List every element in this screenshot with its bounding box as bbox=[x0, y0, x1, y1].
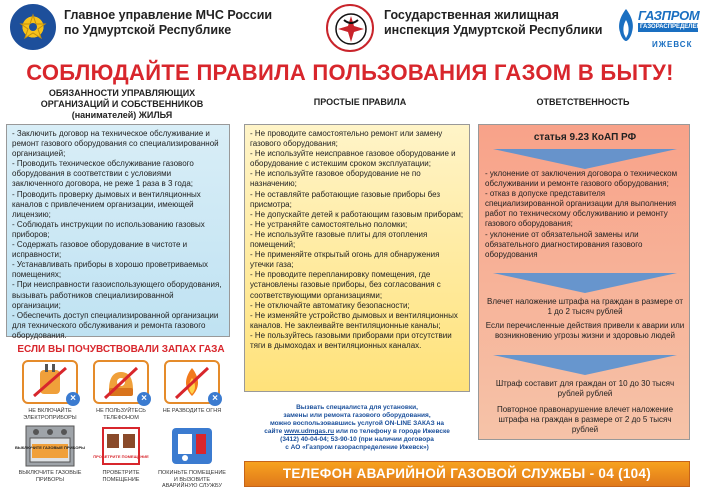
gas-stove-icon bbox=[14, 422, 86, 462]
duty-item: - Содержать газовое оборудование в чистоте и исправности; bbox=[12, 240, 188, 260]
duty-item: - Проводить техническое обслуживание газового оборудования в соответствии с условиями заключенного договора, не реже 1 раза в 3 года; bbox=[12, 159, 194, 189]
gas-smell-heading: ЕСЛИ ВЫ ПОЧУВСТВОВАЛИ ЗАПАХ ГАЗА bbox=[17, 344, 225, 355]
rule-item: - Не проводите перепланировку помещения, где установлены газовые приборы, без согласования с соответствующими организациями; bbox=[250, 270, 441, 300]
prohibited-icon: × bbox=[66, 392, 80, 406]
arrow-down-icon bbox=[493, 149, 677, 169]
icon-label: НЕ ПОЛЬЗУЙТЕСЬ ТЕЛЕФОНОМ bbox=[96, 408, 146, 421]
rule-item: - Не проводите самостоятельно ремонт или замену газового оборудования; bbox=[250, 129, 443, 149]
duty-item: - Проводить проверку дымовых и вентиляционных каналов с привлечением организации, имеющей лицензию; bbox=[12, 189, 201, 219]
gazprom-sub: ГАЗОРАСПРЕДЕЛЕНИЕ bbox=[640, 24, 709, 30]
koap-article: статья 9.23 КоАП РФ bbox=[533, 132, 637, 143]
responsibility-item: - уклонение от заключения договора о техническом обслуживании и ремонте газового оборудования; bbox=[485, 169, 678, 189]
rule-item: - Не используйте газовое оборудование не по назначению; bbox=[250, 169, 421, 189]
stove-label-line1: ВЫКЛЮЧИТЕ ГАЗОВЫЕ ПРИБОРЫ bbox=[14, 445, 86, 450]
housing-inspection-name: Государственная жилищная инспекция Удмуртской Республики bbox=[384, 8, 603, 37]
udmurtia-emblem-icon bbox=[326, 4, 374, 52]
arrow-down-icon bbox=[493, 355, 677, 375]
gazprom-logo bbox=[612, 2, 709, 54]
call-specialist-text: Вызвать специалиста для установки, замены или ремонта газового оборудования, можно воспользовавшись услугой ON-LINE ЗАКАЗ на сайте www.udmgas.ru или по телефону в городе Ижевске (3412) 40-04-04; 53-90-10 (при наличии договора с АО «Газпром газораспределение Ижевск») bbox=[264, 404, 450, 451]
gazprom-name: ГАЗПРОМ bbox=[638, 8, 700, 23]
icon-label: НЕ ВКЛЮЧАЙТЕ ЭЛЕКТРОПРИБОРЫ bbox=[23, 408, 77, 421]
responsibility-heading: ОТВЕТСТВЕННОСТЬ bbox=[536, 97, 630, 107]
call-emergency-icon bbox=[164, 422, 220, 462]
fine-text: Влечет наложение штрафа на граждан в размере от 1 до 2 тысяч рублей bbox=[487, 297, 683, 317]
rule-item: - Не устраняйте самостоятельно поломки; bbox=[250, 219, 408, 229]
page-title: СОБЛЮДАЙТЕ ПРАВИЛА ПОЛЬЗОВАНИЯ ГАЗОМ В БЫТУ! bbox=[26, 60, 674, 85]
prohibited-icon: × bbox=[137, 392, 151, 406]
duties-box bbox=[6, 124, 230, 340]
duty-item: - При неисправности газоиспользующего оборудования, вызывать работников специализированной организации; bbox=[12, 280, 222, 310]
emergency-phone-banner: ТЕЛЕФОН АВАРИЙНОЙ ГАЗОВОЙ СЛУЖБЫ - 04 (104) bbox=[244, 461, 690, 487]
header bbox=[0, 0, 709, 56]
rule-item: - Не применяйте открытый огонь для обнаружения утечки газа; bbox=[250, 250, 440, 270]
responsibility-item: - уклонение от обязательной замены или обязательного диагностирования газового оборудования bbox=[485, 229, 643, 259]
repeat-fine-text: Повторное правонарушение влечет наложение штрафа на граждан в размере от 2 до 5 тысяч рублей bbox=[496, 405, 674, 435]
fine-text: Штраф составит для граждан от 10 до 30 тысяч рублей рублей bbox=[495, 379, 675, 399]
prohibited-icon: × bbox=[208, 392, 222, 406]
rule-item: - Не изменяйте устройство дымовых и вентиляционных каналов. Не заклеивайте вентиляционные каналы; bbox=[250, 310, 458, 330]
ventilate-icon bbox=[93, 422, 149, 462]
rule-item: - Не используйте газовые плиты для отопления помещений; bbox=[250, 229, 428, 250]
rule-item: - Не используйте неисправное газовое оборудование и оборудование с истекшим сроком эксплуатации; bbox=[250, 149, 456, 169]
gazprom-flame-icon bbox=[616, 8, 636, 42]
rule-item: - Не пользуйтесь газовыми приборами при отсутствии тяги в дымоходах и вентиляционных каналах. bbox=[250, 330, 452, 350]
duty-item: - Устанавливать приборы в хорошо проветриваемых помещениях; bbox=[12, 260, 209, 280]
icon-label: НЕ РАЗВОДИТЕ ОГНЯ bbox=[162, 408, 222, 414]
udmgas-link[interactable]: www.udmgas.ru bbox=[284, 428, 335, 435]
duties-heading: ОБЯЗАННОСТИ УПРАВЛЯЮЩИХ ОРГАНИЗАЦИЙ И СОБСТВЕННИКОВ (нанимателей) ЖИЛЬЯ bbox=[40, 88, 204, 120]
rules-heading: ПРОСТЫЕ ПРАВИЛА bbox=[313, 97, 407, 107]
rule-item: - Не допускайте детей к работающим газовым приборам; bbox=[250, 209, 464, 219]
mchs-emblem-icon bbox=[10, 4, 56, 50]
duty-item: - Соблюдать инструкции по использованию газовых приборов; bbox=[12, 219, 205, 239]
no-fire-icon bbox=[164, 360, 220, 404]
responsibility-items bbox=[485, 169, 685, 260]
duty-item: - Заключить договор на техническое обслуживание и ремонт газового оборудования со специализированной организацией; bbox=[12, 129, 219, 159]
responsibility-box bbox=[478, 124, 690, 440]
no-phone-icon bbox=[93, 360, 149, 404]
gazprom-city: ИЖЕВСК bbox=[652, 40, 693, 49]
rule-item: - Не отключайте автоматику безопасности; bbox=[250, 300, 410, 310]
icon-label: ПРОВЕТРИТЕ ПОМЕЩЕНИЕ bbox=[102, 470, 140, 483]
icon-label: ВЫКЛЮЧИТЕ ГАЗОВЫЕ ПРИБОРЫ bbox=[18, 470, 82, 483]
duty-item: - Обеспечить доступ специализированной организации для технического обслуживания и ремонта газового оборудования. bbox=[12, 310, 219, 340]
rule-item: - Не оставляйте работающие газовые приборы без присмотра; bbox=[250, 189, 441, 209]
arrow-down-icon bbox=[493, 273, 677, 293]
fine-condition-text: Если перечисленные действия привели к аварии или возникновению угрозы жизни и здоровью людей bbox=[485, 321, 685, 341]
responsibility-item: - отказ в допуске представителя специализированной организации для выполнения работ по техническому обслуживанию и ремонту газового оборудования; bbox=[485, 189, 677, 229]
icon-label: ПОКИНЬТЕ ПОМЕЩЕНИЕ И ВЫЗОВИТЕ АВАРИЙНУЮ СЛУЖБУ bbox=[158, 470, 226, 489]
rules-box bbox=[244, 124, 470, 392]
mchs-org-name: Главное управление МЧС России по Удмуртской Республике bbox=[64, 8, 273, 37]
no-electrical-icon bbox=[22, 360, 78, 404]
ventilate-label: ПРОВЕТРИТЕ ПОМЕЩЕНИЕ bbox=[93, 454, 149, 459]
